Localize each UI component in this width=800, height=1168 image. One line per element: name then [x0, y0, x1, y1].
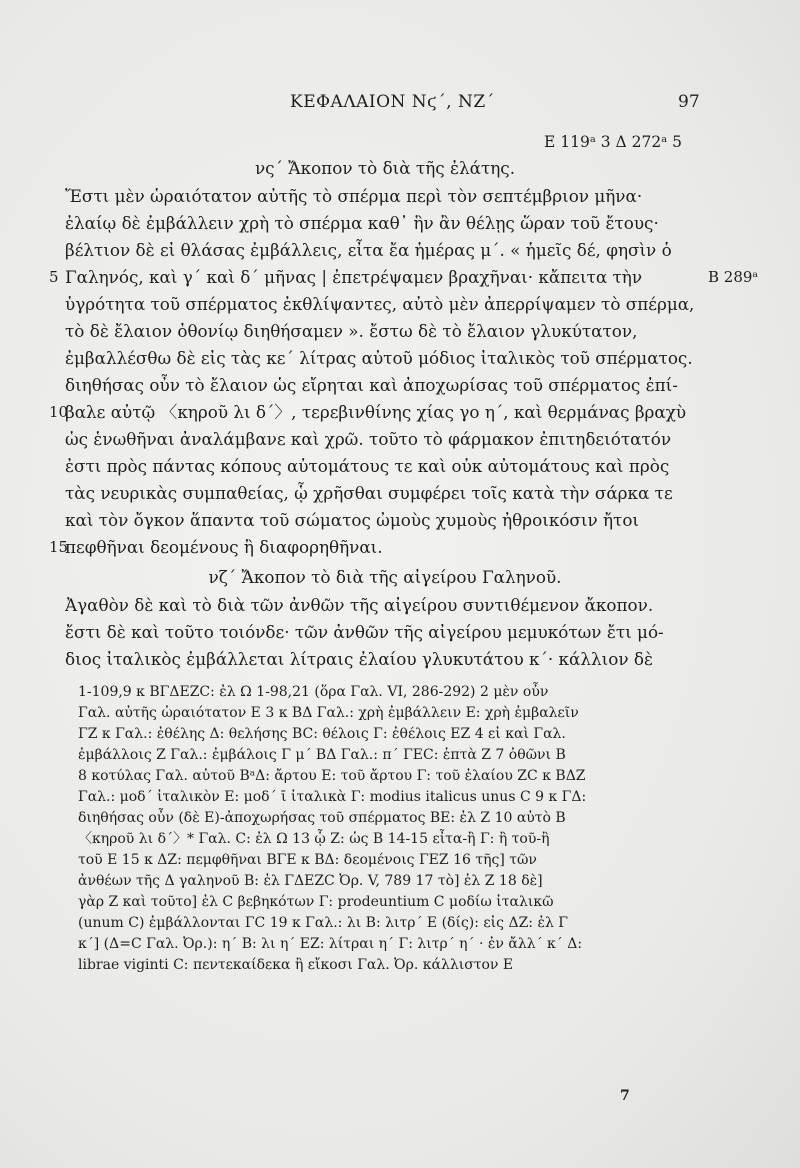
text-line: Ἀγαθὸν δὲ καὶ τὸ διὰ τῶν ἀνθῶν τῆς αἰγείρου συντιθέμενον ἄκοπον.	[65, 595, 654, 615]
text-line: ἐμβαλλέσθω δὲ εἰς τὰς κε΄ λίτρας αὐτοῦ μόδιος ἰταλικὸς τοῦ σπέρματος.	[65, 348, 693, 368]
apparatus-line: 8 κοτύλας Γαλ. αὐτοῦ BᵃΔ: ἄρτου E: τοῦ ἄρτου Γ: τοῦ ἐλαίου ZC κ ΒΔΖ	[78, 768, 586, 784]
apparatus-line: Γαλ. αὐτῆς ὡραιότατον E 3 κ ΒΔ Γαλ.: χρὴ ἐμβάλλειν E: χρὴ ἐμβαλεῖν	[78, 705, 579, 721]
text-line: καὶ τὸν ὄγκον ἅπαντα τοῦ σώματος ὠμοὺς χυμοὺς ἠθροικόσιν ἤτοι	[65, 510, 640, 530]
apparatus-line: ἐμβάλλοις Ζ Γαλ.: ἐμβάλοις Γ μ΄ ΒΔ Γαλ.: π΄ ΓΕC: ἑπτὰ Ζ 7 ὀθῶνι B	[78, 747, 566, 763]
text-line: 15 πεφθῆναι δεομένους ἢ διαφορηθῆναι.	[65, 534, 705, 561]
line-number: 15	[49, 538, 69, 556]
line-number: 10	[49, 403, 69, 421]
apparatus-line: ἀνθέων τῆς Δ γαληνοῦ B: ἐλ ΓΔΕΖC Ὀρ. V, 789 17 τὸ] ἐλ Z 18 δὲ]	[78, 873, 543, 889]
line-number: 5	[49, 268, 59, 286]
apparatus-line: κ΄] (Δ=C Γαλ. Ὀρ.): η΄ B: λι η΄ EZ: λίτραι η΄ Γ: λιτρ΄ η΄ · ἐν ἄλλ΄ κ΄ Δ:	[78, 936, 583, 952]
apparatus-line: Γαλ.: μοδ΄ ἰταλικὸν E: μοδ΄ ῑ ἰταλικὰ Γ: modius italicus unus C 9 κ ΓΔ:	[78, 789, 587, 805]
text-line: ἐστι πρὸς πάντας κόπους αὐτομάτους τε καὶ οὐκ αὐτομάτους καὶ πρὸς	[65, 456, 670, 476]
signature-mark: 7	[620, 1088, 630, 1104]
text-line: ὑγρότητα τοῦ σπέρματος ἐκθλίψαντες, αὐτὸ μὲν ἀπερρίψαμεν τὸ σπέρμα,	[65, 294, 695, 314]
section-heading-56	[65, 155, 705, 182]
apparatus-line: (unum C) ἐμβάλλονται ΓC 19 κ Γαλ.: λι B: λιτρ΄ E (δίς): εἰς ΔΖ: ἐλ Γ	[78, 915, 569, 931]
manuscript-reference: E 119ᵃ 3 Δ 272ᵃ 5	[544, 133, 682, 151]
apparatus-line: διηθήσας οὖν (δὲ E)-ἀποχωρήσας τοῦ σπέρματος BE: ἐλ Z 10 αὐτὸ B	[78, 810, 566, 826]
text-line: Ἔστι μὲν ὡραιότατον αὐτῆς τὸ σπέρμα περὶ τὸν σεπτέμβριον μῆνα·	[65, 186, 643, 206]
running-header	[0, 92, 800, 116]
chapter-title: ΚΕΦΑΛΑΙΟΝ Νϛ΄, ΝΖ΄	[290, 92, 495, 112]
section-heading-57-text: νζ΄ Ἄκοπον τὸ διὰ τῆς αἰγείρου Γαληνοῦ.	[208, 567, 562, 587]
apparatus-line: τοῦ E 15 κ ΔΖ: πεμφθῆναι ΒΓΕ κ ΒΔ: δεομένοις ΓΕΖ 16 τῆς] τῶν	[78, 852, 537, 868]
apparatus-line: 1-109,9 κ ΒΓΔΕΖC: ἐλ Ω 1-98,21 (ὅρα Γαλ. VI, 286-292) 2 μὲν οὖν	[78, 684, 549, 700]
section-heading-56-text: νς΄ Ἄκοπον τὸ διὰ τῆς ἐλάτης.	[254, 158, 516, 178]
text-line: 5 Γαληνός, καὶ γ΄ καὶ δ΄ μῆνας | ἐπετρέψαμεν βραχῆναι· κἄπειτα τὴν B 289ᵃ	[65, 264, 705, 291]
apparatus-line: γὰρ Z καὶ τοῦτο] ἐλ C βεβηκότων Γ: prodeuntium C μοδίω ἰταλικῶ	[78, 894, 554, 910]
text-line: ἔστι δὲ καὶ τοῦτο τοιόνδε· τῶν ἀνθῶν τῆς αἰγείρου μεμυκότων ἔτι μό-	[65, 622, 664, 642]
apparatus-line: 〈κηροῦ λι δ΄〉* Γαλ. C: ἐλ Ω 13 ᾧ Z: ὡς B 14-15 εἶτα-ἢ Γ: ἢ τοῦ-ἢ	[78, 831, 550, 847]
text-line: ὡς ἑνωθῆναι ἀναλάμβανε καὶ χρῶ. τοῦτο τὸ φάρμακον ἐπιτηδειότατόν	[65, 429, 672, 449]
text-line: διηθήσας οὖν τὸ ἔλαιον ὡς εἴρηται καὶ ἀποχωρίσας τοῦ σπέρματος ἐπί-	[65, 375, 678, 395]
text-line: βέλτιον δὲ εἰ θλάσας ἐμβάλλεις, εἶτα ἔα ἡμέρας μ΄. « ἡμεῖς δέ, φησὶν ὁ	[65, 240, 672, 260]
section-heading-57	[65, 564, 705, 591]
text-line: τὰς νευρικὰς συμπαθείας, ᾧ χρῆσθαι συμφέρει τοῖς κατὰ τὴν σάρκα τε	[65, 483, 673, 503]
apparatus-line: ΓΖ κ Γαλ.: ἐθέλης Δ: θελήσης BC: θέλοις Γ: ἐθέλοις ΕΖ 4 εἰ καὶ Γαλ.	[78, 726, 566, 742]
text-line: διος ἰταλικὸς ἐμβάλλεται λίτραις ἐλαίου γλυκυτάτου κ΄· κάλλιον δὲ	[65, 649, 653, 669]
text-line: 10 βαλε αὐτῷ 〈κηροῦ λι δ΄〉, τερεβινθίνης χίας γο η΄, καὶ θερμάνας βραχὺ	[65, 399, 705, 426]
text-line: ἐλαίῳ δὲ ἐμβάλλειν χρὴ τὸ σπέρμα καθ᾽ ἣν ἂν θέλῃς ὥραν τοῦ ἔτους·	[65, 213, 659, 233]
margin-reference: B 289ᵃ	[708, 268, 759, 286]
text-line: τὸ δὲ ἔλαιον ὀθονίῳ διηθήσαμεν ». ἔστω δὲ τὸ ἔλαιον γλυκύτατον,	[65, 321, 638, 341]
apparatus-line: librae viginti C: πεντεκαίδεκα ἢ εἴκοσι Γαλ. Ὀρ. κάλλιστον E	[78, 957, 514, 973]
page-number: 97	[678, 92, 700, 112]
